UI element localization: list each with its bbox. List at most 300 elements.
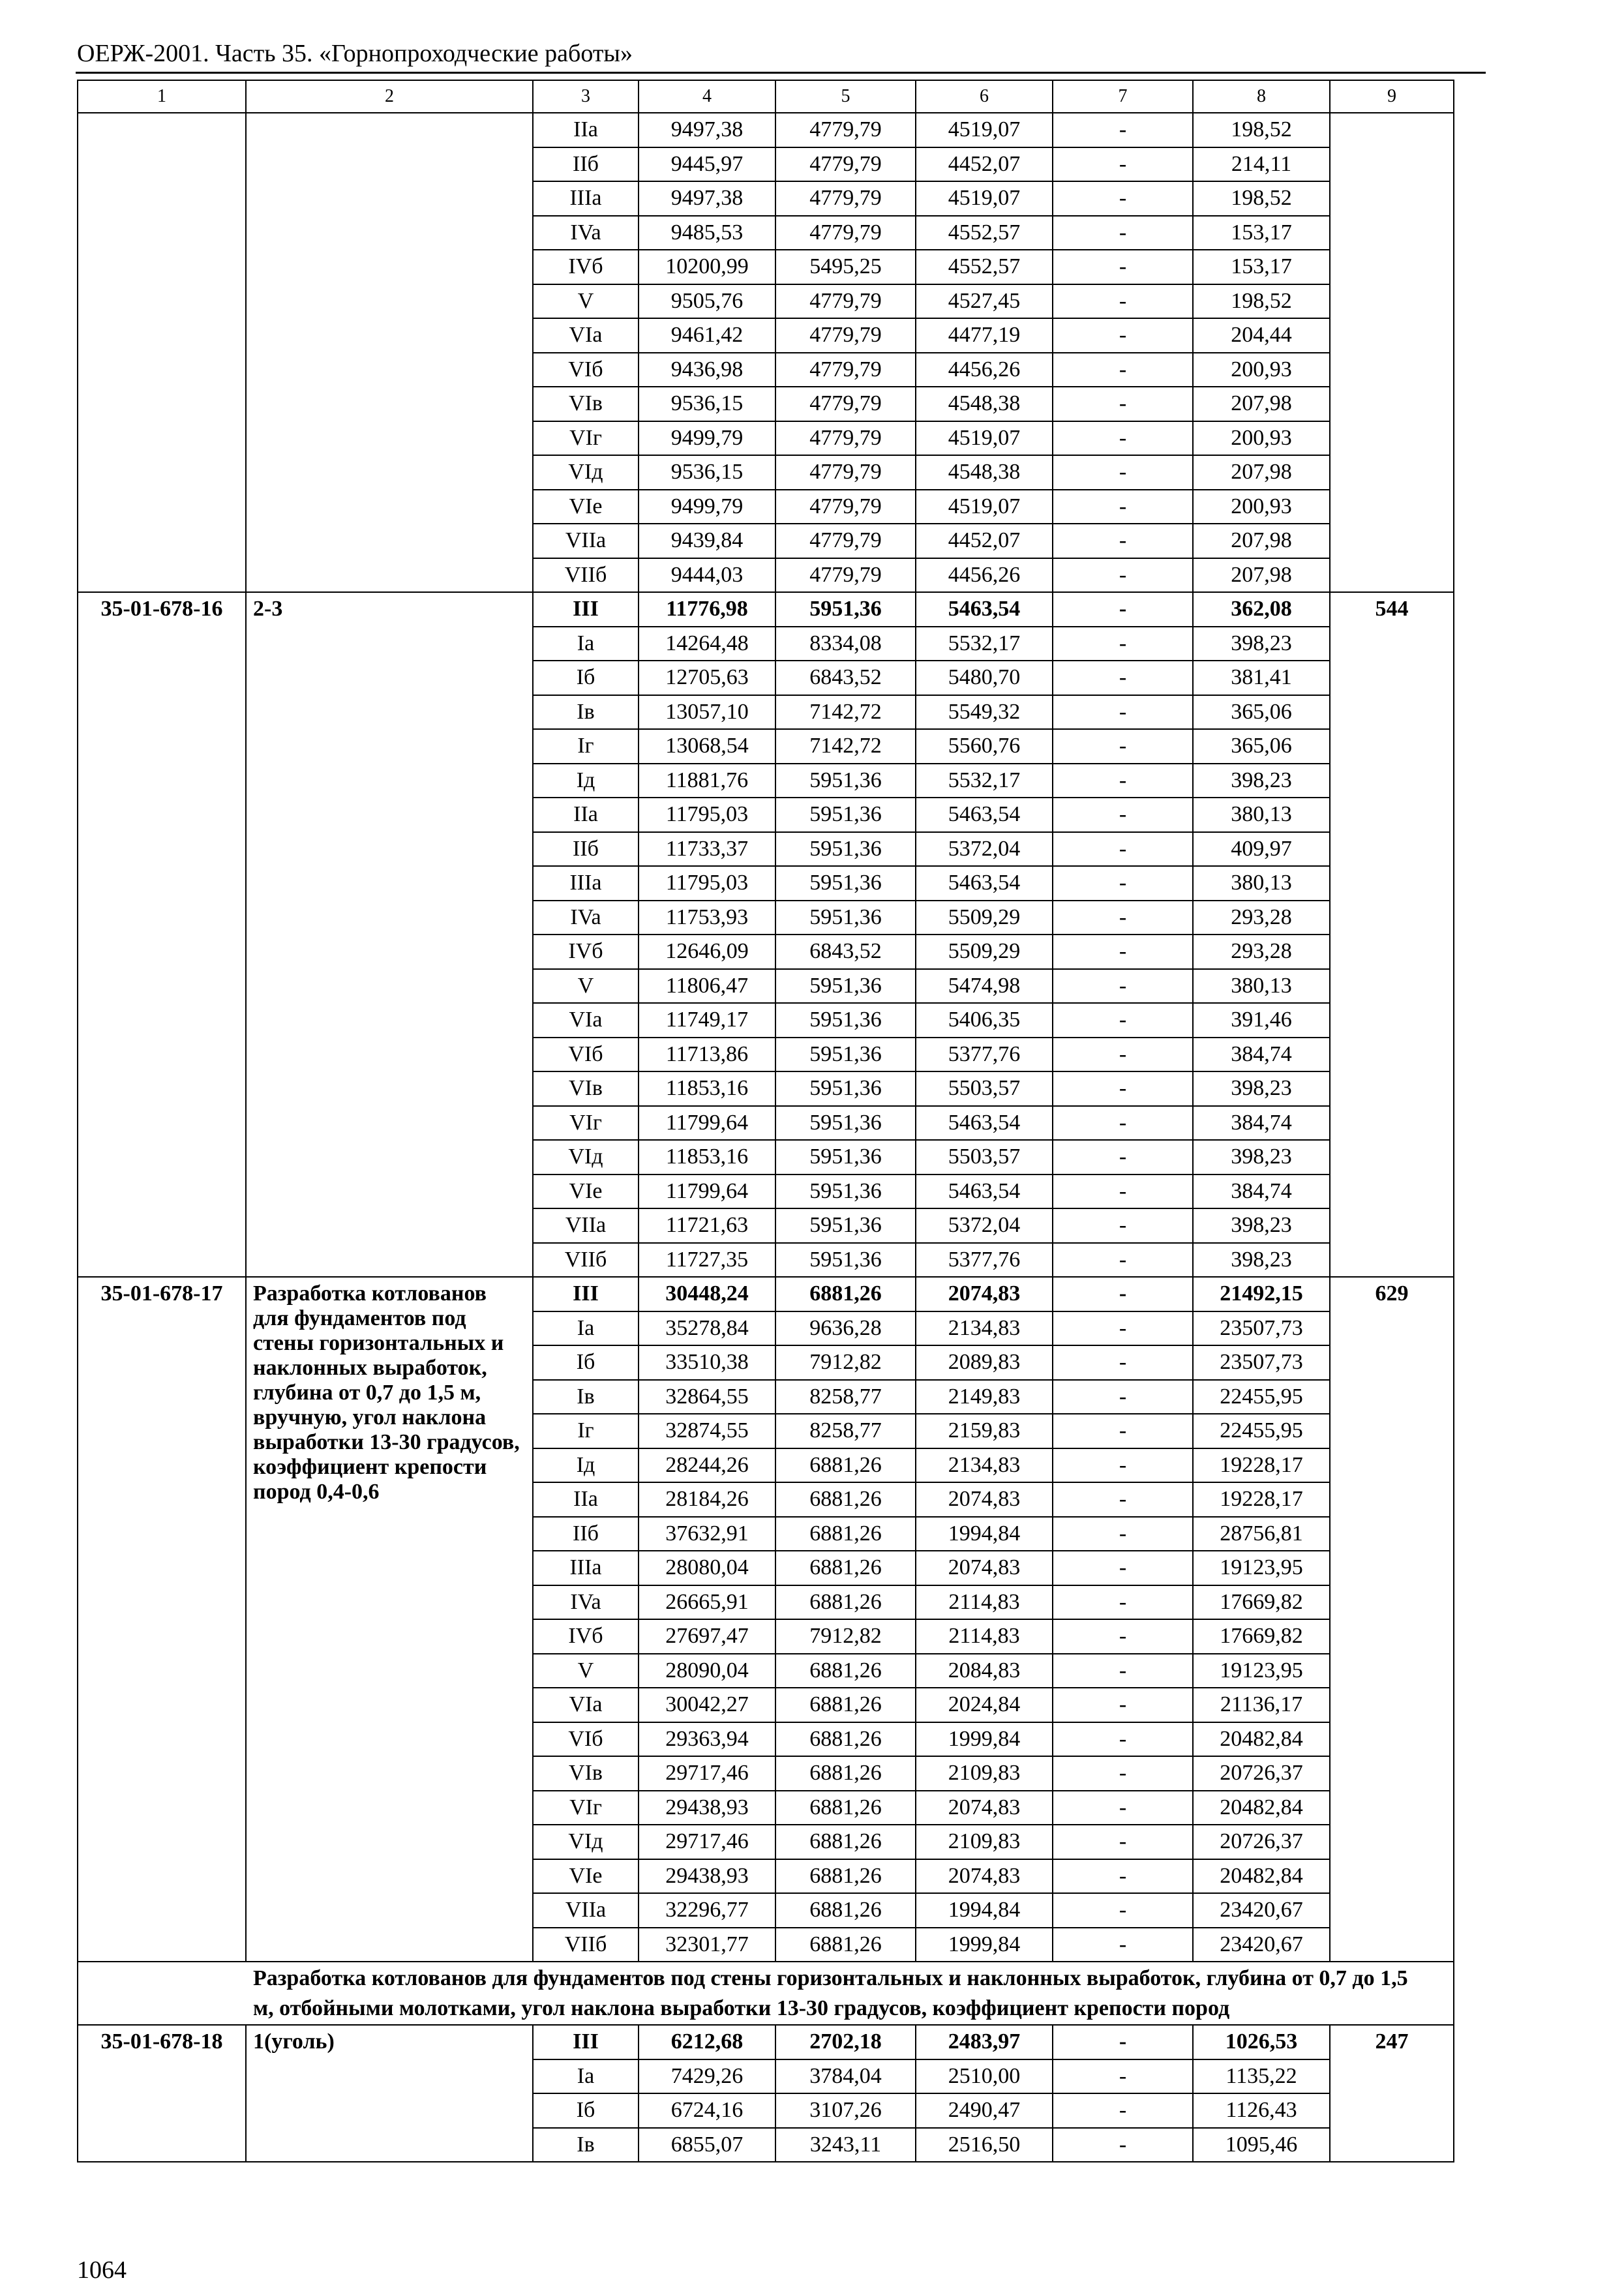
incl-wages-cell: - (1053, 1517, 1193, 1551)
materials-cell: 1126,43 (1193, 2093, 1330, 2128)
materials-cell: 365,06 (1193, 729, 1330, 764)
column-number-7: 7 (1053, 80, 1193, 113)
wages-cell: 6881,26 (775, 1482, 916, 1517)
group-code-cell: VIa (533, 1688, 639, 1722)
incl-wages-cell: - (1053, 1071, 1193, 1106)
materials-cell: 293,28 (1193, 901, 1330, 935)
group-code-cell: VIIa (533, 524, 639, 558)
wages-cell: 3243,11 (775, 2128, 916, 2162)
group-code-cell: Iв (533, 695, 639, 730)
column-number-row (78, 80, 1454, 113)
materials-cell: 380,13 (1193, 866, 1330, 901)
section-heading: Разработка котлованов для фундаментов под стены горизонтальных и наклонных выработок, глубина от 0,7 до 1,5 м, отбойными молотками, угол наклона выработки 13-30 градусов, коэффициент крепости пород (78, 1962, 1454, 2025)
machine-cost-cell: 1999,84 (916, 1928, 1053, 1962)
materials-cell: 381,41 (1193, 661, 1330, 695)
norm-code-cell (78, 113, 246, 592)
materials-cell: 20726,37 (1193, 1825, 1330, 1859)
wages-cell: 6881,26 (775, 1688, 916, 1722)
total-labor-cell: 544 (1330, 592, 1454, 1277)
wages-cell: 4779,79 (775, 181, 916, 216)
wages-cell: 6881,26 (775, 1756, 916, 1791)
machine-cost-cell: 2490,47 (916, 2093, 1053, 2128)
incl-wages-cell: - (1053, 1003, 1193, 1038)
column-number-5: 5 (775, 80, 916, 113)
incl-wages-cell: - (1053, 729, 1193, 764)
group-code-cell: Ia (533, 1311, 639, 1346)
total-cost-cell: 14264,48 (639, 627, 775, 661)
machine-cost-cell: 5503,57 (916, 1140, 1053, 1174)
machine-cost-cell: 2074,83 (916, 1791, 1053, 1825)
wages-cell: 5951,36 (775, 901, 916, 935)
group-code-cell: IVб (533, 935, 639, 969)
norm-code-cell: 35-01-678-18 (78, 2025, 246, 2162)
machine-cost-cell: 5463,54 (916, 798, 1053, 832)
incl-wages-cell: - (1053, 1414, 1193, 1448)
machine-cost-cell: 5377,76 (916, 1038, 1053, 1072)
total-cost-cell: 29363,94 (639, 1722, 775, 1757)
incl-wages-cell: - (1053, 764, 1193, 798)
wages-cell: 4779,79 (775, 421, 916, 456)
machine-cost-cell: 4548,38 (916, 455, 1053, 490)
materials-cell: 1135,22 (1193, 2059, 1330, 2094)
materials-cell: 28756,81 (1193, 1517, 1330, 1551)
total-cost-cell: 13057,10 (639, 695, 775, 730)
norm-code-cell: 35-01-678-17 (78, 1277, 246, 1962)
total-cost-cell: 6724,16 (639, 2093, 775, 2128)
materials-cell: 23420,67 (1193, 1928, 1330, 1962)
machine-cost-cell: 5463,54 (916, 592, 1053, 627)
total-cost-cell: 7429,26 (639, 2059, 775, 2094)
total-cost-cell: 30042,27 (639, 1688, 775, 1722)
group-code-cell: IIIa (533, 181, 639, 216)
wages-cell: 5951,36 (775, 1174, 916, 1209)
materials-cell: 204,44 (1193, 318, 1330, 353)
machine-cost-cell: 5463,54 (916, 1174, 1053, 1209)
total-cost-cell: 11713,86 (639, 1038, 775, 1072)
column-number-6: 6 (916, 80, 1053, 113)
incl-wages-cell: - (1053, 935, 1193, 969)
column-number-3: 3 (533, 80, 639, 113)
machine-cost-cell: 5503,57 (916, 1071, 1053, 1106)
machine-cost-cell: 2074,83 (916, 1482, 1053, 1517)
group-code-cell: Iг (533, 1414, 639, 1448)
wages-cell: 4779,79 (775, 455, 916, 490)
materials-cell: 380,13 (1193, 798, 1330, 832)
machine-cost-cell: 2074,83 (916, 1859, 1053, 1894)
column-number-9: 9 (1330, 80, 1454, 113)
machine-cost-cell: 2109,83 (916, 1825, 1053, 1859)
materials-cell: 198,52 (1193, 181, 1330, 216)
total-cost-cell: 11881,76 (639, 764, 775, 798)
group-code-cell: VIIa (533, 1208, 639, 1243)
materials-cell: 398,23 (1193, 764, 1330, 798)
group-code-cell: IIa (533, 1482, 639, 1517)
incl-wages-cell: - (1053, 592, 1193, 627)
machine-cost-cell: 5406,35 (916, 1003, 1053, 1038)
group-code-cell: VIд (533, 1825, 639, 1859)
total-cost-cell: 32874,55 (639, 1414, 775, 1448)
group-code-cell: Iб (533, 2093, 639, 2128)
total-cost-cell: 6212,68 (639, 2025, 775, 2059)
group-code-cell: IIб (533, 832, 639, 867)
group-code-cell: V (533, 284, 639, 319)
wages-cell: 4779,79 (775, 147, 916, 182)
wages-cell: 6881,26 (775, 1277, 916, 1311)
total-labor-cell: 629 (1330, 1277, 1454, 1962)
total-cost-cell: 10200,99 (639, 250, 775, 284)
incl-wages-cell: - (1053, 1893, 1193, 1928)
wages-cell: 3107,26 (775, 2093, 916, 2128)
total-cost-cell: 9499,79 (639, 421, 775, 456)
norm-name-cell: 2-3 (246, 592, 533, 1277)
wages-cell: 5951,36 (775, 798, 916, 832)
page-header-title: ОЕРЖ-2001. Часть 35. «Горнопроходческие работы» (77, 40, 633, 67)
group-code-cell: III (533, 1277, 639, 1311)
group-code-cell: VIв (533, 1756, 639, 1791)
incl-wages-cell: - (1053, 181, 1193, 216)
total-cost-cell: 11799,64 (639, 1106, 775, 1141)
machine-cost-cell: 4552,57 (916, 250, 1053, 284)
machine-cost-cell: 2149,83 (916, 1380, 1053, 1414)
table-row (78, 592, 1454, 627)
machine-cost-cell: 4519,07 (916, 421, 1053, 456)
group-code-cell: Iв (533, 1380, 639, 1414)
machine-cost-cell: 4452,07 (916, 524, 1053, 558)
incl-wages-cell: - (1053, 1756, 1193, 1791)
wages-cell: 6843,52 (775, 935, 916, 969)
total-cost-cell: 27697,47 (639, 1619, 775, 1654)
wages-cell: 6881,26 (775, 1551, 916, 1585)
incl-wages-cell: - (1053, 558, 1193, 593)
incl-wages-cell: - (1053, 250, 1193, 284)
group-code-cell: VIв (533, 387, 639, 421)
materials-cell: 207,98 (1193, 455, 1330, 490)
group-code-cell: IIa (533, 113, 639, 147)
machine-cost-cell: 4552,57 (916, 216, 1053, 250)
wages-cell: 4779,79 (775, 558, 916, 593)
incl-wages-cell: - (1053, 318, 1193, 353)
norm-name-cell: 1(уголь) (246, 2025, 533, 2162)
group-code-cell: VIг (533, 421, 639, 456)
materials-cell: 19228,17 (1193, 1482, 1330, 1517)
machine-cost-cell: 2089,83 (916, 1345, 1053, 1380)
total-cost-cell: 9436,98 (639, 353, 775, 387)
incl-wages-cell: - (1053, 1859, 1193, 1894)
wages-cell: 8258,77 (775, 1414, 916, 1448)
machine-cost-cell: 2114,83 (916, 1585, 1053, 1620)
total-cost-cell: 9497,38 (639, 181, 775, 216)
wages-cell: 5951,36 (775, 1071, 916, 1106)
total-cost-cell: 13068,54 (639, 729, 775, 764)
group-code-cell: IVб (533, 1619, 639, 1654)
group-code-cell: VIIa (533, 1893, 639, 1928)
materials-cell: 17669,82 (1193, 1585, 1330, 1620)
wages-cell: 6881,26 (775, 1722, 916, 1757)
wages-cell: 6881,26 (775, 1791, 916, 1825)
column-number-4: 4 (639, 80, 775, 113)
total-cost-cell: 11776,98 (639, 592, 775, 627)
total-cost-cell: 32301,77 (639, 1928, 775, 1962)
group-code-cell: IIб (533, 1517, 639, 1551)
wages-cell: 8258,77 (775, 1380, 916, 1414)
wages-cell: 5951,36 (775, 1243, 916, 1278)
machine-cost-cell: 1994,84 (916, 1893, 1053, 1928)
materials-cell: 19123,95 (1193, 1551, 1330, 1585)
total-cost-cell: 30448,24 (639, 1277, 775, 1311)
materials-cell: 398,23 (1193, 1140, 1330, 1174)
materials-cell: 398,23 (1193, 627, 1330, 661)
wages-cell: 6881,26 (775, 1825, 916, 1859)
machine-cost-cell: 2024,84 (916, 1688, 1053, 1722)
machine-cost-cell: 5532,17 (916, 627, 1053, 661)
group-code-cell: Iб (533, 661, 639, 695)
incl-wages-cell: - (1053, 353, 1193, 387)
total-cost-cell: 9536,15 (639, 455, 775, 490)
machine-cost-cell: 2516,50 (916, 2128, 1053, 2162)
machine-cost-cell: 5549,32 (916, 695, 1053, 730)
wages-cell: 6843,52 (775, 661, 916, 695)
machine-cost-cell: 4527,45 (916, 284, 1053, 319)
total-labor-cell (1330, 113, 1454, 592)
total-cost-cell: 9536,15 (639, 387, 775, 421)
incl-wages-cell: - (1053, 661, 1193, 695)
total-cost-cell: 11749,17 (639, 1003, 775, 1038)
incl-wages-cell: - (1053, 1654, 1193, 1688)
total-cost-cell: 9439,84 (639, 524, 775, 558)
incl-wages-cell: - (1053, 1585, 1193, 1620)
materials-cell: 198,52 (1193, 284, 1330, 319)
group-code-cell: IIa (533, 798, 639, 832)
group-code-cell: Ia (533, 2059, 639, 2094)
total-cost-cell: 29717,46 (639, 1825, 775, 1859)
wages-cell: 5951,36 (775, 1003, 916, 1038)
machine-cost-cell: 5463,54 (916, 866, 1053, 901)
wages-cell: 4779,79 (775, 490, 916, 524)
materials-cell: 23507,73 (1193, 1311, 1330, 1346)
group-code-cell: VIб (533, 353, 639, 387)
wages-cell: 6881,26 (775, 1928, 916, 1962)
wages-cell: 5951,36 (775, 1208, 916, 1243)
incl-wages-cell: - (1053, 2093, 1193, 2128)
total-cost-cell: 11806,47 (639, 969, 775, 1004)
materials-cell: 384,74 (1193, 1106, 1330, 1141)
group-code-cell: Ia (533, 627, 639, 661)
machine-cost-cell: 4452,07 (916, 147, 1053, 182)
group-code-cell: Iд (533, 1448, 639, 1483)
incl-wages-cell: - (1053, 798, 1193, 832)
norm-name-cell (246, 113, 533, 592)
machine-cost-cell: 2483,97 (916, 2025, 1053, 2059)
group-code-cell: VIe (533, 490, 639, 524)
wages-cell: 5951,36 (775, 1140, 916, 1174)
total-cost-cell: 11753,93 (639, 901, 775, 935)
incl-wages-cell: - (1053, 1277, 1193, 1311)
total-cost-cell: 9505,76 (639, 284, 775, 319)
materials-cell: 153,17 (1193, 216, 1330, 250)
wages-cell: 5495,25 (775, 250, 916, 284)
incl-wages-cell: - (1053, 1140, 1193, 1174)
group-code-cell: VIe (533, 1174, 639, 1209)
wages-cell: 6881,26 (775, 1448, 916, 1483)
total-cost-cell: 26665,91 (639, 1585, 775, 1620)
materials-cell: 398,23 (1193, 1071, 1330, 1106)
materials-cell: 293,28 (1193, 935, 1330, 969)
total-cost-cell: 11799,64 (639, 1174, 775, 1209)
materials-cell: 384,74 (1193, 1038, 1330, 1072)
wages-cell: 5951,36 (775, 1038, 916, 1072)
table-row (78, 113, 1454, 147)
incl-wages-cell: - (1053, 1380, 1193, 1414)
machine-cost-cell: 5480,70 (916, 661, 1053, 695)
total-cost-cell: 9499,79 (639, 490, 775, 524)
materials-cell: 398,23 (1193, 1243, 1330, 1278)
total-cost-cell: 28244,26 (639, 1448, 775, 1483)
machine-cost-cell: 4456,26 (916, 558, 1053, 593)
machine-cost-cell: 2134,83 (916, 1448, 1053, 1483)
group-code-cell: V (533, 1654, 639, 1688)
incl-wages-cell: - (1053, 1928, 1193, 1962)
materials-cell: 17669,82 (1193, 1619, 1330, 1654)
total-cost-cell: 28184,26 (639, 1482, 775, 1517)
wages-cell: 7912,82 (775, 1345, 916, 1380)
column-number-1: 1 (78, 80, 246, 113)
total-cost-cell: 12646,09 (639, 935, 775, 969)
incl-wages-cell: - (1053, 284, 1193, 319)
total-cost-cell: 32296,77 (639, 1893, 775, 1928)
column-number-2: 2 (246, 80, 533, 113)
machine-cost-cell: 2510,00 (916, 2059, 1053, 2094)
incl-wages-cell: - (1053, 1208, 1193, 1243)
group-code-cell: IIIa (533, 1551, 639, 1585)
materials-cell: 20482,84 (1193, 1859, 1330, 1894)
machine-cost-cell: 5377,76 (916, 1243, 1053, 1278)
materials-cell: 365,06 (1193, 695, 1330, 730)
materials-cell: 22455,95 (1193, 1414, 1330, 1448)
materials-cell: 23420,67 (1193, 1893, 1330, 1928)
incl-wages-cell: - (1053, 1551, 1193, 1585)
machine-cost-cell: 4477,19 (916, 318, 1053, 353)
wages-cell: 5951,36 (775, 969, 916, 1004)
materials-cell: 362,08 (1193, 592, 1330, 627)
incl-wages-cell: - (1053, 1825, 1193, 1859)
total-cost-cell: 11727,35 (639, 1243, 775, 1278)
machine-cost-cell: 5463,54 (916, 1106, 1053, 1141)
incl-wages-cell: - (1053, 113, 1193, 147)
header-divider (76, 72, 1486, 74)
wages-cell: 6881,26 (775, 1654, 916, 1688)
total-cost-cell: 9485,53 (639, 216, 775, 250)
group-code-cell: III (533, 592, 639, 627)
incl-wages-cell: - (1053, 421, 1193, 456)
wages-cell: 4779,79 (775, 353, 916, 387)
total-cost-cell: 11853,16 (639, 1071, 775, 1106)
materials-cell: 207,98 (1193, 524, 1330, 558)
group-code-cell: VIд (533, 455, 639, 490)
materials-cell: 198,52 (1193, 113, 1330, 147)
machine-cost-cell: 4456,26 (916, 353, 1053, 387)
group-code-cell: VIг (533, 1106, 639, 1141)
total-cost-cell: 9497,38 (639, 113, 775, 147)
materials-cell: 207,98 (1193, 558, 1330, 593)
table-row (78, 1277, 1454, 1311)
materials-cell: 1026,53 (1193, 2025, 1330, 2059)
wages-cell: 7142,72 (775, 729, 916, 764)
materials-cell: 22455,95 (1193, 1380, 1330, 1414)
total-cost-cell: 9444,03 (639, 558, 775, 593)
rates-table (77, 80, 1454, 2162)
machine-cost-cell: 5474,98 (916, 969, 1053, 1004)
group-code-cell: IVa (533, 1585, 639, 1620)
wages-cell: 5951,36 (775, 592, 916, 627)
incl-wages-cell: - (1053, 455, 1193, 490)
group-code-cell: VIг (533, 1791, 639, 1825)
group-code-cell: VIIб (533, 1243, 639, 1278)
machine-cost-cell: 2159,83 (916, 1414, 1053, 1448)
machine-cost-cell: 4548,38 (916, 387, 1053, 421)
materials-cell: 384,74 (1193, 1174, 1330, 1209)
machine-cost-cell: 2074,83 (916, 1277, 1053, 1311)
materials-cell: 20726,37 (1193, 1756, 1330, 1791)
incl-wages-cell: - (1053, 969, 1193, 1004)
wages-cell: 4779,79 (775, 524, 916, 558)
incl-wages-cell: - (1053, 1311, 1193, 1346)
total-cost-cell: 9445,97 (639, 147, 775, 182)
group-code-cell: Iг (533, 729, 639, 764)
wages-cell: 4779,79 (775, 113, 916, 147)
group-code-cell: VIa (533, 1003, 639, 1038)
section-heading-row (78, 1962, 1454, 2025)
wages-cell: 6881,26 (775, 1517, 916, 1551)
machine-cost-cell: 2084,83 (916, 1654, 1053, 1688)
group-code-cell: VIa (533, 318, 639, 353)
machine-cost-cell: 1999,84 (916, 1722, 1053, 1757)
machine-cost-cell: 2074,83 (916, 1551, 1053, 1585)
wages-cell: 3784,04 (775, 2059, 916, 2094)
incl-wages-cell: - (1053, 1722, 1193, 1757)
machine-cost-cell: 2114,83 (916, 1619, 1053, 1654)
total-cost-cell: 11795,03 (639, 866, 775, 901)
materials-cell: 23507,73 (1193, 1345, 1330, 1380)
wages-cell: 7142,72 (775, 695, 916, 730)
group-code-cell: Iд (533, 764, 639, 798)
total-cost-cell: 28080,04 (639, 1551, 775, 1585)
group-code-cell: VIб (533, 1722, 639, 1757)
total-cost-cell: 29438,93 (639, 1791, 775, 1825)
wages-cell: 4779,79 (775, 387, 916, 421)
materials-cell: 20482,84 (1193, 1791, 1330, 1825)
incl-wages-cell: - (1053, 1106, 1193, 1141)
incl-wages-cell: - (1053, 1448, 1193, 1483)
wages-cell: 4779,79 (775, 318, 916, 353)
wages-cell: 6881,26 (775, 1893, 916, 1928)
table-row (78, 2025, 1454, 2059)
group-code-cell: IIб (533, 147, 639, 182)
materials-cell: 214,11 (1193, 147, 1330, 182)
machine-cost-cell: 5372,04 (916, 1208, 1053, 1243)
incl-wages-cell: - (1053, 387, 1193, 421)
materials-cell: 200,93 (1193, 490, 1330, 524)
materials-cell: 200,93 (1193, 421, 1330, 456)
incl-wages-cell: - (1053, 1174, 1193, 1209)
total-cost-cell: 29438,93 (639, 1859, 775, 1894)
group-code-cell: Iв (533, 2128, 639, 2162)
incl-wages-cell: - (1053, 1038, 1193, 1072)
total-cost-cell: 6855,07 (639, 2128, 775, 2162)
incl-wages-cell: - (1053, 524, 1193, 558)
materials-cell: 19228,17 (1193, 1448, 1330, 1483)
total-cost-cell: 12705,63 (639, 661, 775, 695)
group-code-cell: VIIб (533, 558, 639, 593)
